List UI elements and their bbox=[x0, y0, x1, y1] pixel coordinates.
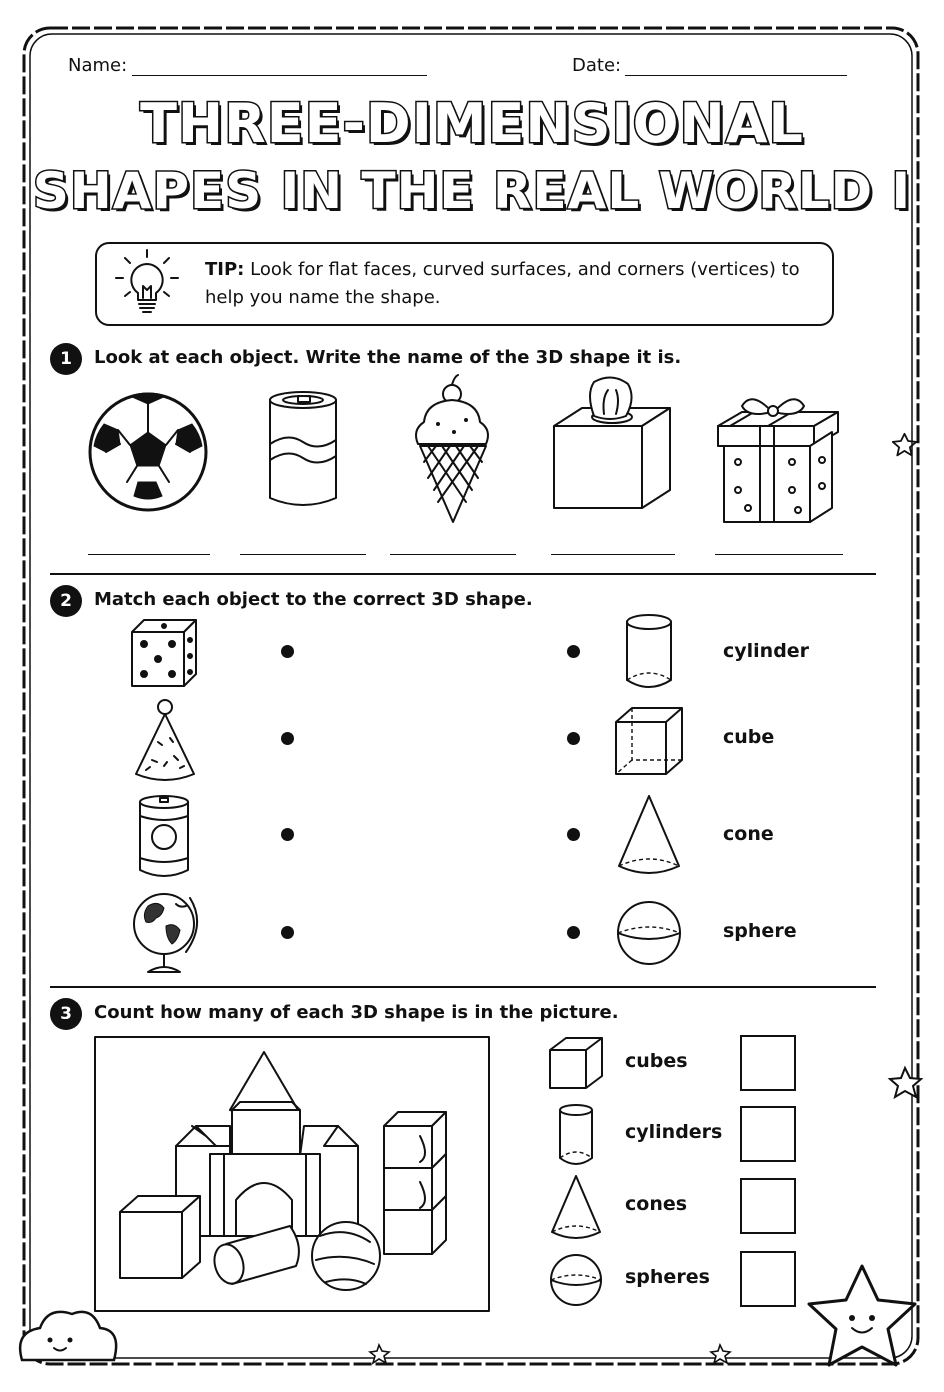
section1-number: 1 bbox=[50, 343, 82, 375]
soda-can-icon bbox=[262, 388, 344, 514]
count-box-cones[interactable] bbox=[740, 1178, 796, 1234]
ice-cream-cone-icon bbox=[408, 372, 498, 527]
dice-icon bbox=[128, 616, 200, 690]
lightbulb-icon bbox=[110, 246, 184, 318]
shape-label-cone: cone bbox=[723, 823, 774, 845]
shape-label-sphere: sphere bbox=[723, 920, 797, 942]
tip-label: TIP: bbox=[205, 259, 245, 280]
match-dot-right-2[interactable] bbox=[567, 732, 580, 745]
tissue-box-icon bbox=[548, 374, 678, 514]
section1-instruction: Look at each object. Write the name of the 3D shape it is. bbox=[94, 347, 682, 368]
cube-icon bbox=[546, 1032, 606, 1092]
answer-line-5[interactable] bbox=[715, 554, 843, 555]
section2-instruction: Match each object to the correct 3D shape. bbox=[94, 589, 533, 610]
count-label-cones: cones bbox=[625, 1193, 688, 1215]
count-label-cylinders: cylinders bbox=[625, 1121, 723, 1143]
match-dot-left-4[interactable] bbox=[281, 926, 294, 939]
section3-instruction: Count how many of each 3D shape is in the picture. bbox=[94, 1002, 619, 1023]
date-label: Date: bbox=[572, 55, 622, 76]
match-dot-right-1[interactable] bbox=[567, 645, 580, 658]
match-dot-left-1[interactable] bbox=[281, 645, 294, 658]
date-field[interactable] bbox=[625, 75, 847, 76]
shape-label-cylinder: cylinder bbox=[723, 640, 810, 662]
match-dot-left-2[interactable] bbox=[281, 732, 294, 745]
page-title-line2: SHAPES IN THE REAL WORLD I bbox=[32, 162, 912, 220]
answer-line-3[interactable] bbox=[390, 554, 516, 555]
sphere-icon bbox=[548, 1252, 604, 1308]
name-label: Name: bbox=[68, 55, 128, 76]
match-dot-left-3[interactable] bbox=[281, 828, 294, 841]
count-box-spheres[interactable] bbox=[740, 1251, 796, 1307]
answer-line-2[interactable] bbox=[240, 554, 366, 555]
globe-icon bbox=[126, 886, 204, 978]
smiling-star-icon bbox=[809, 1266, 915, 1365]
gift-box-icon bbox=[710, 390, 846, 526]
count-box-cubes[interactable] bbox=[740, 1035, 796, 1091]
section-divider bbox=[50, 573, 876, 575]
cone-icon bbox=[548, 1172, 604, 1242]
cube-icon bbox=[612, 704, 686, 780]
section-divider bbox=[50, 986, 876, 988]
sphere-icon bbox=[614, 898, 684, 968]
answer-line-1[interactable] bbox=[88, 554, 210, 555]
block-castle-picture bbox=[94, 1036, 490, 1312]
tip-text-block bbox=[205, 256, 815, 312]
soccer-ball-icon bbox=[84, 388, 212, 516]
name-field[interactable] bbox=[132, 75, 427, 76]
star-icon bbox=[711, 1345, 730, 1363]
star-icon bbox=[890, 1068, 921, 1097]
can-icon bbox=[134, 792, 194, 882]
section2-number: 2 bbox=[50, 585, 82, 617]
tip-text: Look for flat faces, curved surfaces, and corners (vertices) to help you name the shape. bbox=[205, 259, 800, 308]
party-hat-icon bbox=[130, 698, 200, 786]
shape-label-cube: cube bbox=[723, 726, 775, 748]
cloud-icon bbox=[20, 1312, 116, 1360]
answer-line-4[interactable] bbox=[551, 554, 675, 555]
count-label-spheres: spheres bbox=[625, 1266, 710, 1288]
count-label-cubes: cubes bbox=[625, 1050, 688, 1072]
cone-icon bbox=[614, 792, 684, 878]
page-title-line1: THREE-DIMENSIONAL bbox=[140, 92, 804, 155]
star-icon bbox=[370, 1345, 389, 1363]
match-dot-right-3[interactable] bbox=[567, 828, 580, 841]
section3-number: 3 bbox=[50, 998, 82, 1030]
count-box-cylinders[interactable] bbox=[740, 1106, 796, 1162]
match-dot-right-4[interactable] bbox=[567, 926, 580, 939]
cylinder-icon bbox=[622, 612, 676, 692]
cylinder-icon bbox=[556, 1102, 596, 1168]
